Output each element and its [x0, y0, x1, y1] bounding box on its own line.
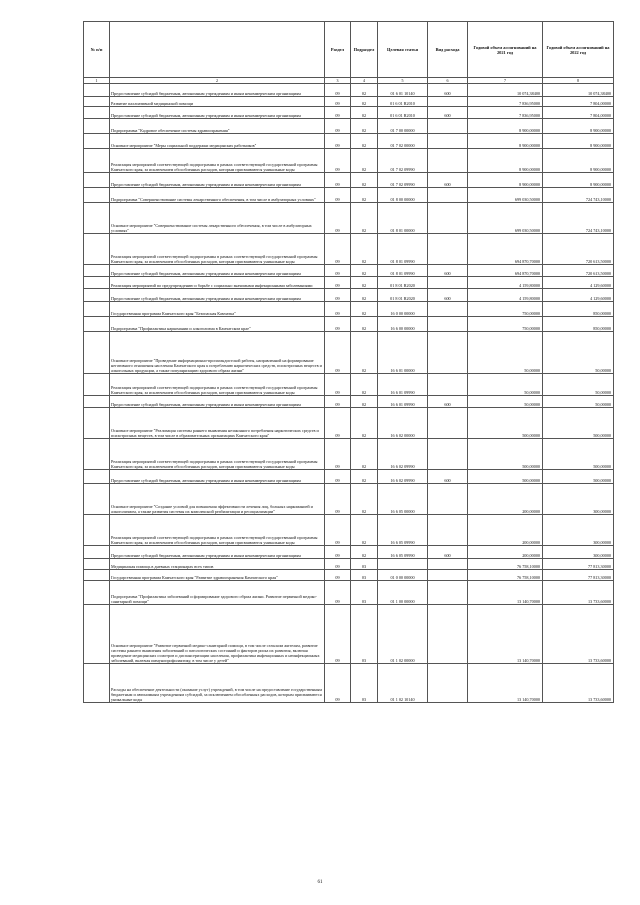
cell-2022: 8 900,00000	[543, 134, 614, 149]
cell-2021: 13 140,70000	[468, 664, 543, 703]
cell-vr	[428, 664, 468, 703]
cell-2022: 500,00000	[543, 470, 614, 484]
cell-2022: 77 813,30000	[543, 559, 614, 570]
cell-name: Реализация мероприятий соответствующей подпрограммы в рамках соответствующей государственной программы Камчатского края, за исключением обособленных расходов, которым присваиваются уникальные коды	[110, 374, 325, 396]
table-row	[84, 559, 614, 570]
cell-2022: 8 900,00000	[543, 173, 614, 188]
cell-csr: 01 6 01 R2010	[378, 107, 428, 119]
cell-csr: 01 7 02 00000	[378, 134, 428, 149]
cell-num	[84, 97, 110, 107]
cell-name: Основное мероприятие "Создание условий для повышения эффективности лечения лиц, больных наркоманией и алкоголизмом, а также развития системы их комплексной реабилитации и ресоциализации"	[110, 484, 325, 515]
cell-2022: 77 813,30000	[543, 570, 614, 581]
cell-razdel: 09	[325, 289, 351, 302]
cell-csr: 16 6 05 09990	[378, 546, 428, 559]
cell-2021: 7 836,95000	[468, 97, 543, 107]
cell-razdel: 09	[325, 234, 351, 265]
cell-csr: 01 7 02 09990	[378, 149, 428, 173]
cell-2022: 50,00000	[543, 396, 614, 408]
cell-name: Медицинская помощь в дневных стационарах всех типов	[110, 559, 325, 570]
cell-num	[84, 484, 110, 515]
cell-num	[84, 302, 110, 317]
cell-podrazdel: 02	[351, 134, 378, 149]
cell-csr: 01 8 00 00000	[378, 188, 428, 203]
cell-num	[84, 84, 110, 97]
cell-2021: 76 758,10000	[468, 570, 543, 581]
table-row	[84, 234, 614, 265]
cell-2021: 13 140,70000	[468, 605, 543, 664]
cell-razdel: 09	[325, 439, 351, 470]
cell-2022: 300,00000	[543, 484, 614, 515]
table-row	[84, 97, 614, 107]
cell-podrazdel: 03	[351, 581, 378, 605]
cell-vr	[428, 484, 468, 515]
header-2021: Годовой объем ассигнований на 2021 год	[468, 22, 543, 78]
cell-name: Подпрограмма "Совершенствование системы лекарственного обеспечения, в том числе в амбулаторных условиях"	[110, 188, 325, 203]
cell-vr: 600	[428, 84, 468, 97]
cell-name: Предоставление субсидий бюджетным, автономным учреждениям и иным некоммерческим организациям	[110, 265, 325, 277]
cell-csr: 16 0 00 00000	[378, 302, 428, 317]
cell-vr	[428, 97, 468, 107]
header-name	[110, 22, 325, 78]
header-row	[84, 22, 614, 78]
cell-podrazdel: 02	[351, 546, 378, 559]
cell-podrazdel: 02	[351, 439, 378, 470]
cell-name: Подпрограмма "Профилактика наркомании и алкоголизма в Камчатском крае"	[110, 317, 325, 332]
cell-csr: 01 7 02 09990	[378, 173, 428, 188]
cell-2021: 699 030,50000	[468, 203, 543, 234]
table-row	[84, 84, 614, 97]
table-body	[84, 84, 614, 703]
cell-num	[84, 439, 110, 470]
cell-name: Основное мероприятие "Реализация системы раннего выявления незаконного потребления наркотических средств и психотропных веществ, в том числе в образовательных организациях Камчатского края"	[110, 408, 325, 439]
cell-num	[84, 203, 110, 234]
cell-razdel: 09	[325, 396, 351, 408]
table-row	[84, 134, 614, 149]
cell-vr: 600	[428, 173, 468, 188]
cell-2021: 7 836,95000	[468, 107, 543, 119]
header-podrazdel: Подраздел	[351, 22, 378, 78]
cell-podrazdel: 02	[351, 107, 378, 119]
table-row	[84, 605, 614, 664]
table-row	[84, 277, 614, 289]
cell-num	[84, 374, 110, 396]
cell-podrazdel: 02	[351, 149, 378, 173]
column-number: 1	[84, 78, 110, 84]
cell-num	[84, 546, 110, 559]
table-row	[84, 289, 614, 302]
cell-podrazdel: 02	[351, 332, 378, 374]
cell-csr: 16 6 05 09990	[378, 515, 428, 546]
cell-2021: 200,00000	[468, 484, 543, 515]
cell-num	[84, 188, 110, 203]
table-row	[84, 374, 614, 396]
cell-name: Основное мероприятие "Развитие первичной медико-санитарной помощи, в том числе сельским жителям, развитие системы раннего выявления заболеваний и патологических состояний и факторов риска их развития, включая проведение медицинских осмотров и диспансеризации населения, профилактика инфекционных и неинфекционных заболеваний, включая иммунопрофилактику, в том числе у детей"	[110, 605, 325, 664]
table-row	[84, 149, 614, 173]
cell-2022: 720 613,50000	[543, 234, 614, 265]
cell-razdel: 09	[325, 581, 351, 605]
column-number: 7	[468, 78, 543, 84]
cell-vr	[428, 134, 468, 149]
cell-razdel: 09	[325, 546, 351, 559]
cell-2021: 50,00000	[468, 332, 543, 374]
cell-csr: 01 8 01 00000	[378, 203, 428, 234]
cell-csr: 01 1 00 00000	[378, 581, 428, 605]
cell-2022: 7 804,00000	[543, 107, 614, 119]
cell-podrazdel: 03	[351, 664, 378, 703]
cell-num	[84, 265, 110, 277]
cell-name: Государственная программа Камчатского края "Безопасная Камчатка"	[110, 302, 325, 317]
cell-vr	[428, 188, 468, 203]
cell-2022: 10 074,38400	[543, 84, 614, 97]
cell-num	[84, 107, 110, 119]
cell-razdel: 09	[325, 107, 351, 119]
cell-vr	[428, 408, 468, 439]
cell-csr: 16 6 02 09990	[378, 470, 428, 484]
cell-vr: 600	[428, 470, 468, 484]
cell-csr: 01 8 01 R2020	[378, 289, 428, 302]
cell-name: Предоставление субсидий бюджетным, автономным учреждениям и иным некоммерческим организациям	[110, 470, 325, 484]
cell-podrazdel: 02	[351, 484, 378, 515]
cell-num	[84, 317, 110, 332]
cell-num	[84, 277, 110, 289]
cell-num	[84, 289, 110, 302]
cell-2021: 4 159,80000	[468, 277, 543, 289]
cell-2022: 13 733,60000	[543, 605, 614, 664]
cell-razdel: 09	[325, 317, 351, 332]
cell-podrazdel: 02	[351, 119, 378, 134]
column-number: 2	[110, 78, 325, 84]
cell-csr: 16 6 05 00000	[378, 484, 428, 515]
cell-2021: 50,00000	[468, 374, 543, 396]
cell-num	[84, 605, 110, 664]
cell-name: Реализация мероприятий соответствующей подпрограммы в рамках соответствующей государственной программы Камчатского края, за исключением обособленных расходов, которым присваиваются уникальные коды	[110, 439, 325, 470]
cell-name: Реализация мероприятий соответствующей подпрограммы в рамках соответствующей государственной программы Камчатского края, за исключением обособленных расходов, которым присваиваются уникальные коды	[110, 515, 325, 546]
table-row	[84, 470, 614, 484]
cell-podrazdel: 02	[351, 396, 378, 408]
table-row	[84, 439, 614, 470]
cell-num	[84, 134, 110, 149]
cell-2021: 500,00000	[468, 470, 543, 484]
header-2022: Годовой объем ассигнований на 2022 год	[543, 22, 614, 78]
cell-2022: 50,00000	[543, 332, 614, 374]
cell-vr	[428, 332, 468, 374]
cell-vr	[428, 581, 468, 605]
cell-razdel: 09	[325, 484, 351, 515]
cell-razdel: 09	[325, 265, 351, 277]
cell-2022: 13 733,60000	[543, 664, 614, 703]
cell-2022: 300,00000	[543, 546, 614, 559]
cell-razdel: 09	[325, 515, 351, 546]
cell-num	[84, 581, 110, 605]
cell-name: Предоставление субсидий бюджетным, автономным учреждениям и иным некоммерческим организациям	[110, 107, 325, 119]
cell-name: Реализация мероприятий соответствующей подпрограммы в рамках соответствующей государственной программы Камчатского края, за исключением обособленных расходов, которым присваиваются уникальные коды	[110, 234, 325, 265]
cell-name: Основное мероприятие "Проведение информационно-пропагандистской работы, направленной на формирование негативного отношения населения Камчатского края к потреблению наркотических средств, психотропных веществ и алкогольных продукции, а также популяризацию здорового образа жизни"	[110, 332, 325, 374]
cell-vr	[428, 302, 468, 317]
cell-2022: 300,00000	[543, 515, 614, 546]
cell-vr	[428, 374, 468, 396]
cell-podrazdel: 02	[351, 408, 378, 439]
cell-2021: 8 900,00000	[468, 149, 543, 173]
cell-csr: 01 6 01 10140	[378, 84, 428, 97]
table-row	[84, 119, 614, 134]
cell-razdel: 09	[325, 605, 351, 664]
cell-vr	[428, 559, 468, 570]
cell-podrazdel: 02	[351, 289, 378, 302]
cell-razdel: 09	[325, 173, 351, 188]
cell-2021: 750,00000	[468, 317, 543, 332]
header-vr: Вид расхода	[428, 22, 468, 78]
cell-num	[84, 332, 110, 374]
cell-podrazdel: 02	[351, 317, 378, 332]
cell-csr: 01 8 01 R2020	[378, 277, 428, 289]
table-row	[84, 396, 614, 408]
cell-podrazdel: 02	[351, 84, 378, 97]
cell-razdel: 09	[325, 203, 351, 234]
cell-razdel: 09	[325, 570, 351, 581]
cell-2022: 500,00000	[543, 408, 614, 439]
cell-podrazdel: 02	[351, 234, 378, 265]
cell-podrazdel: 02	[351, 374, 378, 396]
cell-2021: 76 758,10000	[468, 559, 543, 570]
cell-razdel: 09	[325, 149, 351, 173]
cell-podrazdel: 02	[351, 515, 378, 546]
cell-2021: 200,00000	[468, 515, 543, 546]
cell-2021: 50,00000	[468, 396, 543, 408]
cell-vr: 600	[428, 396, 468, 408]
table-row	[84, 515, 614, 546]
cell-2022: 724 743,10000	[543, 203, 614, 234]
cell-razdel: 09	[325, 97, 351, 107]
table-row	[84, 664, 614, 703]
cell-num	[84, 515, 110, 546]
cell-2021: 694 870,70000	[468, 234, 543, 265]
cell-vr	[428, 203, 468, 234]
cell-name: Подпрограмма "Кадровое обеспечение системы здравоохранения"	[110, 119, 325, 134]
cell-name: Предоставление субсидий бюджетным, автономным учреждениям и иным некоммерческим организациям	[110, 173, 325, 188]
cell-csr: 16 6 01 09990	[378, 374, 428, 396]
cell-podrazdel: 02	[351, 277, 378, 289]
cell-name: Реализация мероприятий соответствующей подпрограммы в рамках соответствующей государственной программы Камчатского края, за исключением обособленных расходов, которым присваиваются уникальные коды	[110, 149, 325, 173]
table-row	[84, 265, 614, 277]
cell-2021: 500,00000	[468, 439, 543, 470]
cell-podrazdel: 02	[351, 470, 378, 484]
column-number: 8	[543, 78, 614, 84]
cell-vr	[428, 119, 468, 134]
cell-razdel: 09	[325, 332, 351, 374]
cell-csr: 01 6 01 R2010	[378, 97, 428, 107]
cell-vr: 600	[428, 546, 468, 559]
cell-podrazdel: 02	[351, 173, 378, 188]
cell-2021: 699 030,50000	[468, 188, 543, 203]
cell-razdel: 09	[325, 374, 351, 396]
cell-num	[84, 570, 110, 581]
cell-vr	[428, 515, 468, 546]
cell-vr	[428, 605, 468, 664]
cell-vr	[428, 439, 468, 470]
cell-csr: 16 6 02 09990	[378, 439, 428, 470]
cell-razdel: 09	[325, 84, 351, 97]
budget-table	[83, 21, 614, 703]
cell-razdel: 09	[325, 119, 351, 134]
cell-2022: 50,00000	[543, 374, 614, 396]
table-row	[84, 173, 614, 188]
header-num: № п/п	[84, 22, 110, 78]
column-number: 6	[428, 78, 468, 84]
cell-num	[84, 173, 110, 188]
cell-num	[84, 396, 110, 408]
cell-csr: 01 8 01 09990	[378, 265, 428, 277]
cell-podrazdel: 02	[351, 188, 378, 203]
cell-2022: 7 804,00000	[543, 97, 614, 107]
cell-name: Предоставление субсидий бюджетным, автономным учреждениям и иным некоммерческим организациям	[110, 546, 325, 559]
table-row	[84, 408, 614, 439]
cell-num	[84, 559, 110, 570]
cell-razdel: 09	[325, 408, 351, 439]
cell-2022: 4 129,60000	[543, 277, 614, 289]
cell-2022: 720 613,50000	[543, 265, 614, 277]
cell-csr: 16 6 02 00000	[378, 408, 428, 439]
table-row	[84, 332, 614, 374]
cell-csr: 01 1 02 10140	[378, 664, 428, 703]
column-number: 3	[325, 78, 351, 84]
cell-vr	[428, 570, 468, 581]
cell-csr: 01 8 01 09990	[378, 234, 428, 265]
cell-2021: 694 870,70000	[468, 265, 543, 277]
cell-podrazdel: 03	[351, 605, 378, 664]
cell-2021: 10 074,38400	[468, 84, 543, 97]
cell-2022: 4 129,60000	[543, 289, 614, 302]
cell-2022: 724 743,10000	[543, 188, 614, 203]
table-row	[84, 188, 614, 203]
cell-vr: 600	[428, 265, 468, 277]
cell-num	[84, 408, 110, 439]
cell-razdel: 09	[325, 277, 351, 289]
cell-razdel: 09	[325, 188, 351, 203]
cell-podrazdel: 02	[351, 97, 378, 107]
cell-razdel: 09	[325, 664, 351, 703]
table-row	[84, 203, 614, 234]
cell-vr	[428, 234, 468, 265]
cell-name: Государственная программа Камчатского края "Развитие здравоохранения Камчатского края"	[110, 570, 325, 581]
cell-name: Реализация мероприятий по предупреждению и борьбе с социально значимыми инфекционными заболеваниями	[110, 277, 325, 289]
cell-name: Основное мероприятие "Совершенствование системы лекарственного обеспечения, в том числе в амбулаторных условиях"	[110, 203, 325, 234]
cell-name: Развитие паллиативной медицинской помощи	[110, 97, 325, 107]
cell-razdel: 09	[325, 134, 351, 149]
table-row	[84, 570, 614, 581]
cell-2022: 500,00000	[543, 439, 614, 470]
cell-2021: 8 900,00000	[468, 119, 543, 134]
cell-podrazdel: 02	[351, 302, 378, 317]
cell-csr	[378, 559, 428, 570]
cell-podrazdel: 02	[351, 203, 378, 234]
cell-csr: 16 6 01 09990	[378, 396, 428, 408]
cell-2022: 850,00000	[543, 317, 614, 332]
cell-vr	[428, 277, 468, 289]
cell-podrazdel: 03	[351, 559, 378, 570]
table-row	[84, 317, 614, 332]
cell-2021: 4 159,80000	[468, 289, 543, 302]
cell-csr: 16 6 01 00000	[378, 332, 428, 374]
cell-2021: 500,00000	[468, 408, 543, 439]
cell-name: Подпрограмма "Профилактика заболеваний и формирование здорового образа жизни. Развитие первичной медико-санитарной помощи"	[110, 581, 325, 605]
header-csr: Целевая статья	[378, 22, 428, 78]
cell-vr: 600	[428, 107, 468, 119]
table-row	[84, 581, 614, 605]
cell-name: Расходы на обеспечение деятельности (оказание услуг) учреждений, в том числе на предоставление государственным бюджетным и автономным учреждениям субсидий, за исключением обособленных расходов, которым присваиваются уникальные коды	[110, 664, 325, 703]
cell-2021: 13 140,70000	[468, 581, 543, 605]
cell-2021: 8 900,00000	[468, 173, 543, 188]
cell-razdel: 09	[325, 559, 351, 570]
page-number: 61	[317, 880, 323, 885]
cell-num	[84, 470, 110, 484]
cell-2022: 13 733,60000	[543, 581, 614, 605]
cell-csr: 01 7 00 00000	[378, 119, 428, 134]
cell-name: Предоставление субсидий бюджетным, автономным учреждениям и иным некоммерческим организациям	[110, 84, 325, 97]
table-row	[84, 302, 614, 317]
header-razdel: Раздел	[325, 22, 351, 78]
table-row	[84, 546, 614, 559]
cell-2021: 750,00000	[468, 302, 543, 317]
cell-name: Основное мероприятие "Меры социальной поддержки медицинских работников"	[110, 134, 325, 149]
cell-csr: 01 1 02 00000	[378, 605, 428, 664]
cell-2022: 850,00000	[543, 302, 614, 317]
column-number: 4	[351, 78, 378, 84]
cell-podrazdel: 02	[351, 265, 378, 277]
cell-2022: 8 900,00000	[543, 119, 614, 134]
cell-vr	[428, 317, 468, 332]
cell-vr: 600	[428, 289, 468, 302]
cell-num	[84, 234, 110, 265]
table-row	[84, 107, 614, 119]
cell-name: Предоставление субсидий бюджетным, автономным учреждениям и иным некоммерческим организациям	[110, 289, 325, 302]
cell-csr: 16 6 00 00000	[378, 317, 428, 332]
cell-razdel: 09	[325, 470, 351, 484]
column-number: 5	[378, 78, 428, 84]
cell-num	[84, 664, 110, 703]
cell-name: Предоставление субсидий бюджетным, автономным учреждениям и иным некоммерческим организациям	[110, 396, 325, 408]
cell-2021: 8 900,00000	[468, 134, 543, 149]
cell-num	[84, 119, 110, 134]
cell-razdel: 09	[325, 302, 351, 317]
cell-vr	[428, 149, 468, 173]
table-row	[84, 484, 614, 515]
cell-2021: 200,00000	[468, 546, 543, 559]
cell-csr: 01 0 00 00000	[378, 570, 428, 581]
cell-num	[84, 149, 110, 173]
cell-podrazdel: 03	[351, 570, 378, 581]
cell-2022: 8 900,00000	[543, 149, 614, 173]
